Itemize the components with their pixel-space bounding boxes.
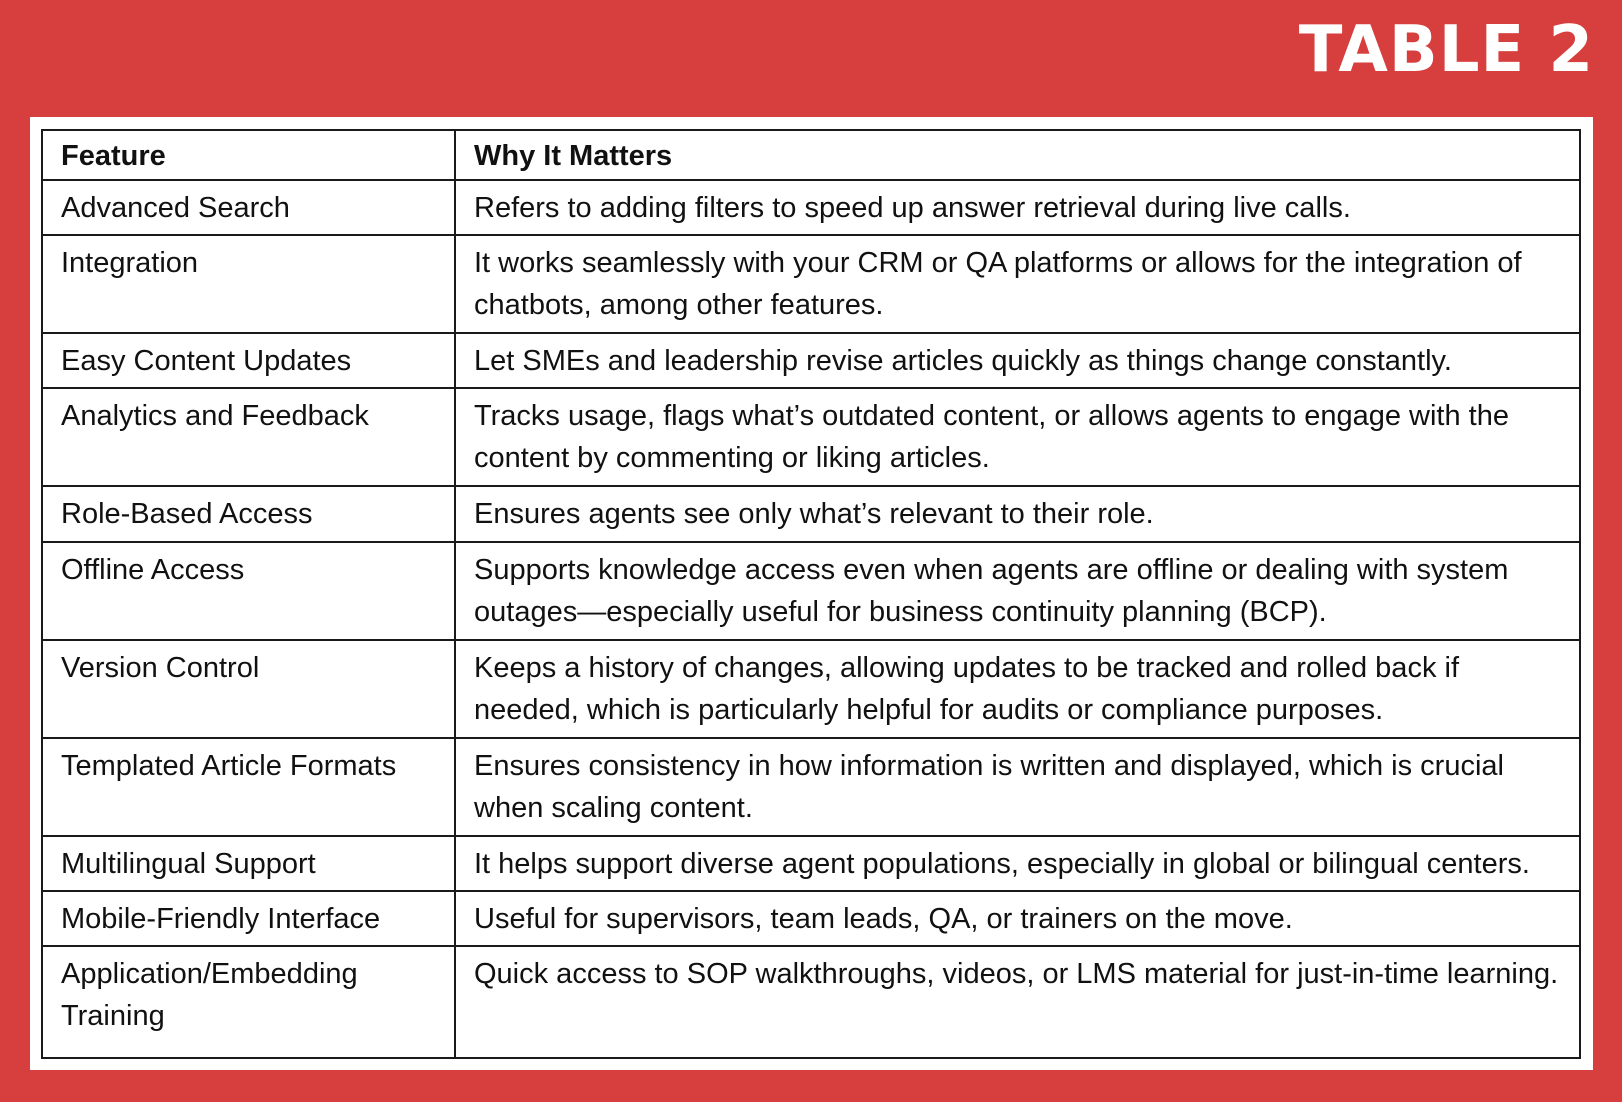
- table-row: [42, 486, 1580, 541]
- why-it-matters-cell: Refers to adding filters to speed up answer retrieval during live calls.: [455, 180, 1580, 235]
- table-row: [42, 640, 1580, 738]
- feature-cell: Role-Based Access: [42, 486, 455, 541]
- why-it-matters-cell: Ensures consistency in how information is written and displayed, which is crucial when scaling content.: [455, 738, 1580, 836]
- table-number-title: TABLE 2: [1298, 13, 1594, 87]
- table-header-row: [42, 130, 1580, 180]
- table-row: [42, 388, 1580, 486]
- why-it-matters-cell: It works seamlessly with your CRM or QA platforms or allows for the integration of chatbots, among other features.: [455, 235, 1580, 333]
- table-row: [42, 542, 1580, 640]
- table-panel: [30, 117, 1593, 1070]
- why-it-matters-cell: Useful for supervisors, team leads, QA, or trainers on the move.: [455, 891, 1580, 946]
- table-row: [42, 738, 1580, 836]
- feature-cell: Multilingual Support: [42, 836, 455, 891]
- feature-cell: Integration: [42, 235, 455, 333]
- why-it-matters-cell: Quick access to SOP walkthroughs, videos, or LMS material for just-in-time learning.: [455, 946, 1580, 1058]
- table-row: [42, 180, 1580, 235]
- table-row: [42, 836, 1580, 891]
- column-header-feature: Feature: [42, 130, 455, 180]
- table-row: [42, 891, 1580, 946]
- table-row: [42, 235, 1580, 333]
- feature-cell: Easy Content Updates: [42, 333, 455, 388]
- feature-cell: Offline Access: [42, 542, 455, 640]
- why-it-matters-cell: Ensures agents see only what’s relevant to their role.: [455, 486, 1580, 541]
- why-it-matters-cell: Let SMEs and leadership revise articles quickly as things change constantly.: [455, 333, 1580, 388]
- feature-cell: Templated Article Formats: [42, 738, 455, 836]
- feature-cell: Analytics and Feedback: [42, 388, 455, 486]
- feature-cell: Mobile-Friendly Interface: [42, 891, 455, 946]
- why-it-matters-cell: Supports knowledge access even when agents are offline or dealing with system outages—especially useful for business continuity planning (BCP).: [455, 542, 1580, 640]
- why-it-matters-cell: Keeps a history of changes, allowing updates to be tracked and rolled back if needed, which is particularly helpful for audits or compliance purposes.: [455, 640, 1580, 738]
- column-header-why-it-matters: Why It Matters: [455, 130, 1580, 180]
- features-table: [41, 129, 1581, 1059]
- feature-cell: Advanced Search: [42, 180, 455, 235]
- why-it-matters-cell: It helps support diverse agent populations, especially in global or bilingual centers.: [455, 836, 1580, 891]
- table-row: [42, 946, 1580, 1058]
- feature-cell: Application/Embedding Training: [42, 946, 455, 1058]
- table-row: [42, 333, 1580, 388]
- why-it-matters-cell: Tracks usage, flags what’s outdated content, or allows agents to engage with the content by commenting or liking articles.: [455, 388, 1580, 486]
- feature-cell: Version Control: [42, 640, 455, 738]
